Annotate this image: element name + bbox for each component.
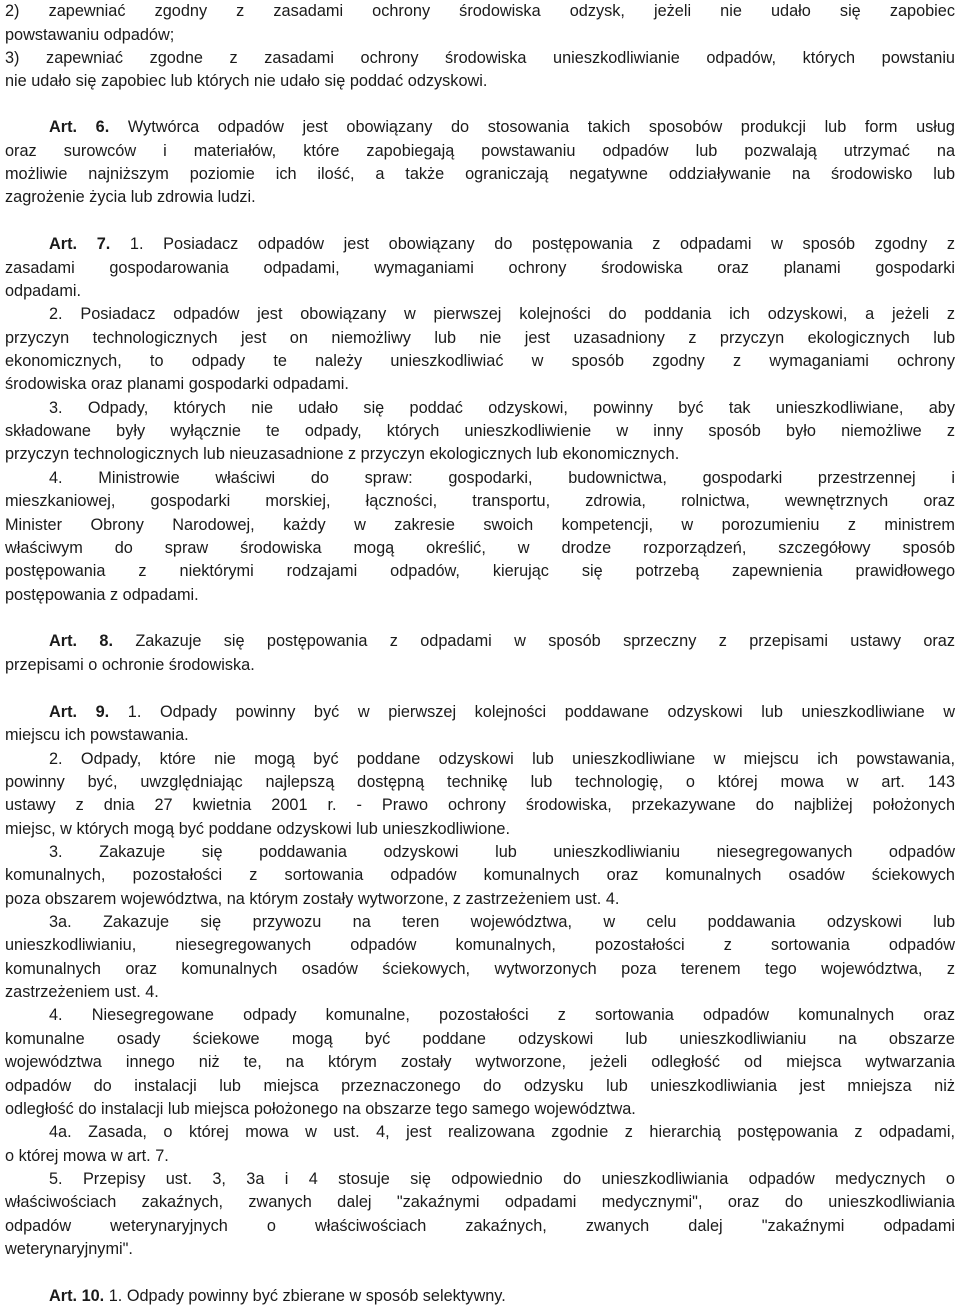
text-line — [5, 467, 955, 490]
text-line — [5, 490, 955, 513]
line-text: 4a. Zasada, o której mowa w ust. 4, jest realizowana zgodnie z hierarchią postępowania z odpadami, — [49, 1123, 955, 1141]
line-text: właściwym do spraw środowiska mogą określić, w drodze rozporządzeń, szczegółowy sposób — [5, 539, 955, 557]
text-line — [5, 1215, 955, 1238]
text-line — [5, 911, 955, 934]
text-line — [5, 163, 955, 186]
text-line — [5, 630, 955, 653]
line-text: odpadów weterynaryjnych o właściwościach zakaźnych, zwanych dalej "zakaźnymi odpadami — [5, 1217, 955, 1235]
line-text: 1. Odpady powinny być zbierane w sposób selektywny. — [104, 1287, 506, 1305]
text-line — [5, 981, 955, 1004]
line-text: odległość do instalacji lub miejsca położonego na obszarze tego samego województwa. — [5, 1100, 636, 1118]
line-text: właściwościach zakaźnych, zwanych dalej "zakaźnymi odpadami medycznymi", oraz do unieszkodliwiania — [5, 1193, 955, 1211]
text-line — [5, 794, 955, 817]
line-text: mieszkaniowej, gospodarki morskiej, łączności, transportu, zdrowia, rolnictwa, wewnętrznych oraz — [5, 492, 955, 510]
text-line — [5, 934, 955, 957]
line-text: komunalnych, pozostałości z sortowania odpadów komunalnych oraz komunalnych osadów ściekowych — [5, 866, 955, 884]
text-line — [5, 1051, 955, 1074]
text-line — [5, 958, 955, 981]
text-line — [5, 373, 955, 396]
text-line — [5, 350, 955, 373]
text-line — [5, 1285, 955, 1308]
line-text: zagrożenie życia lub zdrowia ludzi. — [5, 188, 256, 206]
text-line — [5, 748, 955, 771]
line-text: weterynaryjnymi". — [5, 1240, 133, 1258]
line-text: nie udało się zapobiec lub których nie udało się poddać odzyskowi. — [5, 72, 488, 90]
text-line — [5, 1098, 955, 1121]
line-text: możliwie najniższym poziomie ich ilość, a także ograniczają negatywne oddziaływanie na środowisko lub — [5, 165, 955, 183]
text-line — [5, 47, 955, 70]
article-number: Art. 10. — [49, 1287, 105, 1305]
line-text: Zakazuje się postępowania z odpadami w sposób sprzeczny z przepisami ustawy oraz — [112, 632, 955, 650]
line-text: ustawy z dnia 27 kwietnia 2001 r. - Prawo ochrony środowiska, przekazywane do najbliżej położonych — [5, 796, 955, 814]
text-line — [5, 888, 955, 911]
text-line — [5, 443, 955, 466]
line-text: 2) zapewniać zgodny z zasadami ochrony środowiska odzysk, jeżeli nie udało się zapobiec — [5, 2, 955, 20]
text-line — [5, 654, 955, 677]
article-number: Art. 8. — [49, 632, 113, 650]
line-text: ekonomicznych, to odpady te należy unieszkodliwiać w sposób zgodny z wymaganiami ochrony — [5, 352, 955, 370]
line-text: odpadami. — [5, 282, 82, 300]
text-line — [5, 1004, 955, 1027]
text-line — [5, 701, 955, 724]
line-text: Minister Obrony Narodowej, każdy w zakresie swoich kompetencji, w porozumieniu z ministrem — [5, 516, 955, 534]
line-text: zasadami gospodarowania odpadami, wymaganiami ochrony środowiska oraz planami gospodarki — [5, 259, 955, 277]
line-text: komunalne osady ściekowe mogą być poddane odzyskowi lub unieszkodliwianiu na obszarze — [5, 1030, 955, 1048]
article-number: Art. 9. — [49, 703, 110, 721]
text-line — [5, 257, 955, 280]
line-text: 5. Przepisy ust. 3, 3a i 4 stosuje się odpowiednio do unieszkodliwiania odpadów medycznych o — [49, 1170, 955, 1188]
text-line — [5, 70, 955, 93]
line-text: poza obszarem województwa, na którym zostały wytworzone, z zastrzeżeniem ust. 4. — [5, 890, 620, 908]
text-line — [5, 397, 955, 420]
line-text: zastrzeżeniem ust. 4. — [5, 983, 159, 1001]
text-line — [5, 514, 955, 537]
text-line — [5, 537, 955, 560]
line-text: środowiska oraz planami gospodarki odpadami. — [5, 375, 349, 393]
line-text: 2. Odpady, które nie mogą być poddane odzyskowi lub unieszkodliwiane w miejscu ich powstawania, — [49, 750, 955, 768]
line-text: oraz surowców i materiałów, które zapobiegają powstawaniu odpadów lub pozwalają utrzymać na — [5, 142, 955, 160]
line-text: postępowania z odpadami. — [5, 586, 199, 604]
line-text: Wytwórca odpadów jest obowiązany do stosowania takich sposobów produkcji lub form usług — [109, 118, 955, 136]
text-line — [5, 1075, 955, 1098]
text-line — [5, 303, 955, 326]
line-text: 1. Odpady powinny być w pierwszej kolejności poddawane odzyskowi lub unieszkodliwiane w — [109, 703, 955, 721]
text-line — [5, 327, 955, 350]
line-text: o której mowa w art. 7. — [5, 1147, 169, 1165]
line-text: przepisami o ochronie środowiska. — [5, 656, 255, 674]
text-line — [5, 724, 955, 747]
line-text: 3a. Zakazuje się przywozu na teren województwa, w celu poddawania odzyskowi lub — [49, 913, 955, 931]
text-line — [5, 1238, 955, 1261]
line-text: unieszkodliwianiu, niesegregowanych odpadów komunalnych, pozostałości z sortowania odpadów — [5, 936, 955, 954]
text-line — [5, 584, 955, 607]
line-text: 3. Odpady, których nie udało się poddać odzyskowi, powinny być tak unieszkodliwiane, aby — [49, 399, 955, 417]
line-text: przyczyn technologicznych lub nieuzasadnione z przyczyn ekologicznych lub ekonomicznych. — [5, 445, 680, 463]
text-line — [5, 0, 955, 23]
text-line — [5, 233, 955, 256]
line-text: powinny być, uwzględniając najlepszą dostępną technikę lub technologię, o której mowa w art. 143 — [5, 773, 955, 791]
line-text: miejscu ich powstawania. — [5, 726, 189, 744]
line-text: województwa innego niż te, na którym zostały wytworzone, jeżeli odległość od miejsca wytwarzania — [5, 1053, 955, 1071]
text-line — [5, 864, 955, 887]
line-text: 4. Ministrowie właściwi do spraw: gospodarki, budownictwa, gospodarki przestrzennej i — [49, 469, 955, 487]
text-line — [5, 186, 955, 209]
text-line — [5, 1168, 955, 1191]
line-text: komunalnych oraz komunalnych osadów ściekowych, wytworzonych poza terenem tego województwa, z — [5, 960, 955, 978]
text-line — [5, 24, 955, 47]
text-line — [5, 280, 955, 303]
text-line — [5, 1145, 955, 1168]
text-line — [5, 116, 955, 139]
text-line — [5, 1028, 955, 1051]
article-number: Art. 7. — [49, 235, 111, 253]
text-line — [5, 140, 955, 163]
text-line — [5, 1121, 955, 1144]
line-text: składowane były wyłącznie te odpady, których unieszkodliwienie w inny sposób było niemożliwe z — [5, 422, 955, 440]
text-line — [5, 1191, 955, 1214]
line-text: 4. Niesegregowane odpady komunalne, pozostałości z sortowania odpadów komunalnych oraz — [49, 1006, 955, 1024]
text-line — [5, 771, 955, 794]
text-line — [5, 420, 955, 443]
line-text: odpadów do instalacji lub miejsca przeznaczonego do odzysku lub unieszkodliwiania jest mniejsza niż — [5, 1077, 955, 1095]
line-text: 1. Posiadacz odpadów jest obowiązany do postępowania z odpadami w sposób zgodny z — [110, 235, 955, 253]
line-text: powstawaniu odpadów; — [5, 26, 175, 44]
line-text: 2. Posiadacz odpadów jest obowiązany w pierwszej kolejności do poddania ich odzyskowi, a jeżeli z — [49, 305, 955, 323]
line-text: 3. Zakazuje się poddawania odzyskowi lub unieszkodliwianiu niesegregowanych odpadów — [49, 843, 955, 861]
text-line — [5, 818, 955, 841]
line-text: 3) zapewniać zgodne z zasadami ochrony środowiska unieszkodliwianie odpadów, których powstaniu — [5, 49, 955, 67]
line-text: miejsc, w których mogą być poddane odzyskowi lub unieszkodliwione. — [5, 820, 510, 838]
article-number: Art. 6. — [49, 118, 110, 136]
text-line — [5, 841, 955, 864]
line-text: postępowania z niektórymi rodzajami odpadów, kierując się potrzebą zapewnienia prawidłowego — [5, 562, 955, 580]
text-line — [5, 560, 955, 583]
line-text: przyczyn technologicznych jest on niemożliwy lub nie jest uzasadniony z przyczyn ekologicznych lub — [5, 329, 955, 347]
